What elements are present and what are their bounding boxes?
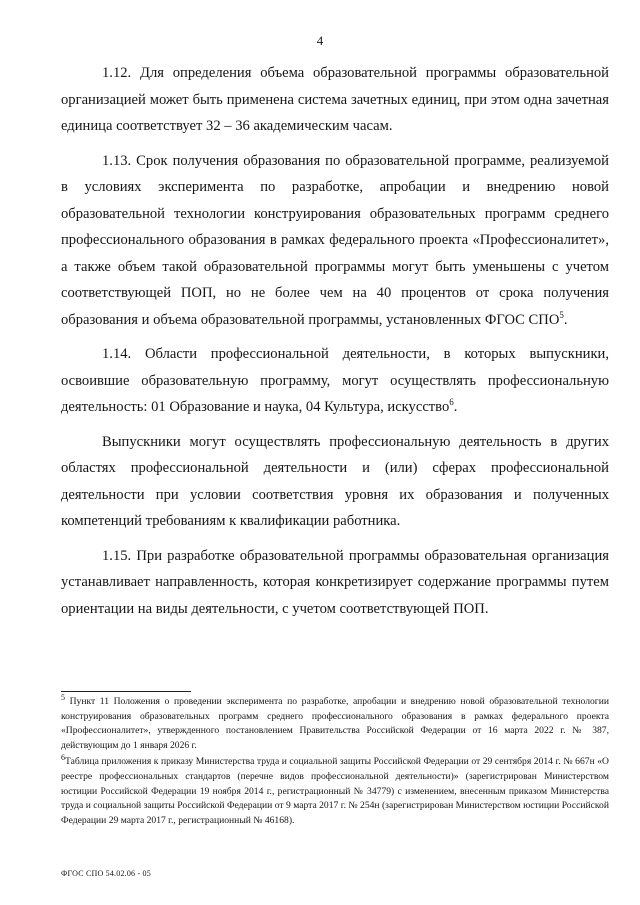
footnotes: [61, 692, 609, 830]
footnote-text: Пункт 11 Положения о проведении эксперимента по разработке, апробации и внедрению новой образовательной технологии конструирования образовательных программ среднего профессионального образования в рамках федерального проекта «Профессионалитет», утвержденного постановлением Правительства Российской Федерации от 16 марта 2022 г. № 387, действующим до 1 января 2026 г.: [61, 696, 609, 751]
page-number: 4: [316, 33, 324, 48]
paragraph-1-15: 1.15. При разработке образовательной программы образовательная организация устанавливает направленность, которая конкретизирует содержание программы путем ориентации на виды деятельности, с учетом соответствующей ПОП.: [61, 547, 609, 617]
footer-document-code: ФГОС СПО 54.02.06 - 05: [61, 869, 151, 878]
footnote-6: [61, 755, 609, 828]
paragraph-1-12: 1.12. Для определения объема образовательной программы образовательной организацией может быть применена система зачетных единиц, при этом одна зачетная единица соответствует 32 – 36 академическим часам.: [61, 65, 609, 134]
footnote-marker: 5: [61, 692, 65, 702]
period: .: [453, 399, 458, 415]
paragraph-graduates: Выпускники могут осуществлять профессиональную деятельность в других областях профессиональной деятельности и (или) сферах профессиональной деятельности при условии соответствия уровня их образования и полученных компетенций требованиям к квалификации работника.: [61, 433, 609, 529]
footnote-5: [61, 692, 609, 753]
footnote-ref-5: 5: [559, 309, 564, 320]
body-text: [61, 60, 609, 622]
footnote-text: Таблица приложения к приказу Министерства труда и социальной защиты Российской Федерации от 29 сентября 2014 г. № 667н «О реестре профессиональных стандартов (перечне видов профессиональной деятельности)» (зарегистрирован Министерством юстиции Российской Федерации 19 ноября 2014 г., регистрационный № 34779) с изменением, внесенным приказом Министерства труда и социальной защиты Российской Федерации от 9 марта 2017 г. № 254н (зарегистрирован Министерством юстиции Российской Федерации 29 марта 2017 г., регистрационный № 46168).: [61, 756, 609, 826]
footnote-ref-6: 6: [449, 397, 454, 408]
footnote-marker: 6: [61, 753, 65, 763]
period: .: [563, 311, 568, 328]
footnote-separator: [61, 691, 191, 692]
paragraph-1-13-text: 1.13. Срок получения образования по образовательной программе, реализуемой в условиях эксперимента по разработке, апробации и внедрению новой образовательной технологии конструирования образовательных программ среднего профессионального образования в рамках федерального проекта «Профессионалитет», а также объем такой образовательной программы могут быть уменьшены с учетом соответствующей ПОП, но не более чем на 40 процентов от срока получения образования и объема образовательной программы, установленных ФГОС СПО: [61, 152, 609, 328]
paragraph-1-13: [61, 148, 609, 334]
paragraph-1-14-text: 1.14. Области профессиональной деятельности, в которых выпускники, освоившие образовательную программу, могут осуществлять профессиональную деятельность: 01 Образование и наука, 04 Культура, искусство: [61, 346, 609, 415]
paragraph-1-14: [61, 341, 609, 421]
